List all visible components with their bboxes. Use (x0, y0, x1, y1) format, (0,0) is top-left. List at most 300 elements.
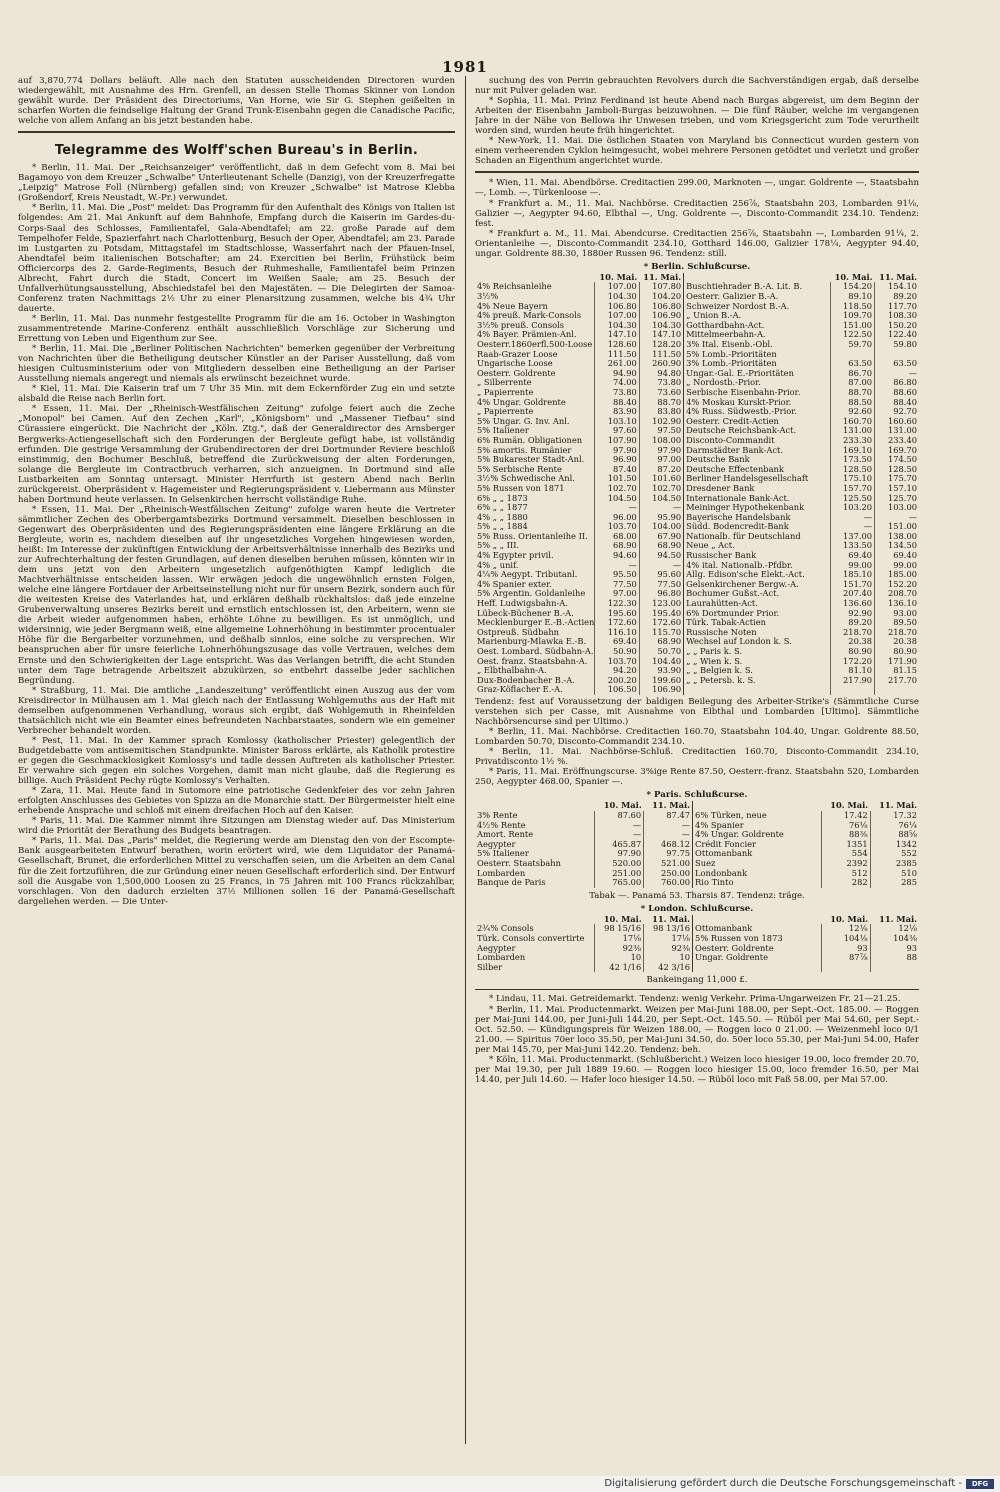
intro-paragraph: auf 3,870,774 Dollars beläuft. Alle nach den Statuten ausscheidenden Directoren wurden wiedergewählt, mit Ausnahme des Hrn. Grenfell, an dessen Stelle Thomas Skinner von London gewählt wurde. Der Präsident des Directoriums, Van Horne, wie Sir G. Stephen geißelten in scharfen Worten die feindselige Haltung der Grand Trunk-Eisenbahn gegen die Canadische Pacific, welche von allem Anfang an bis jetzt bestanden habe. (18, 76, 455, 127)
telegram-paragraph: * Kiel, 11. Mai. Die Kaiserin traf um 7 Uhr 35 Min. mit dem Eckernförder Zug ein und setzte alsbald die Reise nach Berlin fort. (18, 384, 455, 405)
quote-value: 104⅜ (870, 934, 919, 944)
security-name: 4% Bayer. Prämien-Anl. (477, 330, 577, 340)
quote-value: 172.60 (639, 618, 683, 628)
security-name: Ungar. Goldrente (693, 953, 822, 963)
security-name: 2¾% Consols (477, 924, 534, 934)
quote-value: 86.70 (830, 369, 874, 379)
quote-value: 73.80 (595, 388, 639, 398)
security-name: 4% Ungar. Goldrente (477, 397, 566, 407)
dfg-logo: DFG (966, 1479, 994, 1489)
page-number: 1981 (442, 58, 488, 76)
security-name: 3½% preuß. Consols (477, 320, 565, 330)
table-row (475, 944, 919, 954)
quote-value: 106.80 (639, 302, 683, 312)
security-name: 5% Argentin. Goldanleihe (477, 589, 586, 599)
table-row (475, 647, 919, 657)
quote-value: 115.70 (639, 628, 683, 638)
security-name: Oesterr. Galizier B.-A. (684, 292, 831, 302)
quote-value: 106.90 (639, 685, 683, 695)
quote-value: 88.50 (830, 398, 874, 408)
quote-value: 195.60 (595, 609, 639, 619)
telegram-paragraph: * Paris, 11. Mai. Die Kammer nimmt ihre Sitzungen am Dienstag wieder auf. Das Ministerium wird die Priorität der Berathung des Budgets beantragen. (18, 816, 455, 837)
telegram-paragraph: * Essen, 11. Mai. Der „Rheinisch-Westfälischen Zeitung" zufolge feiert auch die Zeche „Monopol" bei Camen. Auf den Zechen „Karl", „Königsborn" und „Massener Tiefbau" sind Cürassiere eingerückt. Die Nachricht der „Köln. Ztg.", daß der Generaldirector des Arnsberger Bergwerks-Actiengesellschaft sich den Forderungen der Bergleute gefügt habe, ist vollständig erfunden. Die gestrige Versammlung der Grubendirectoren der drei Dortmunder Reviere beschloß einstimmig, den Bochumer Beschluß, betreffend die Zurückweisung der alten Forderungen, solange die Bergleute im Contractbruch verharren, sich anzueignen. In Dortmund sind alle Lustbarkeiten am Sonntag untersagt. Minister Herrfurth ist gestern Abend nach Berlin zurückgereist. Oberpräsident v. Hagemeister und Regierungspräsident v. Liebermann aus Münster haben Dortmund heute verlassen. In Gelsenkirchen herrscht vollständige Ruhe. (18, 404, 455, 505)
table-row (475, 541, 919, 551)
security-name: „ „ Belgien k. S. (684, 666, 831, 676)
security-name: Darmstädter Bank-Act. (684, 446, 831, 456)
market-paragraph: * Berlin, 11. Mai. Productenmarkt. Weizen per Mai-Juni 188.00, per Sept.-Oct. 185.00. — Roggen per Mai-Juni 144.00, per Juni-Juli 144.20, per Sept.-Oct. 145.50. — Rüböl per Mai 54.60, per Sept.-Oct. 52.50. — Kündigungspreis für Weizen 188.00, — Roggen loco 0 21.00. — Weizenmehl loco 0/1 21.00. — Spiritus 70er loco 35.50, per Mai-Juni 34.50, do. 50er loco 55.30, per Mai-Juni 54.00, Hafer per Mai 145.70, per Mai-Juni 142.20. Tendenz: beh. (475, 1004, 919, 1055)
table-row (475, 522, 919, 532)
security-name: „ Nordostb.-Prior. (684, 378, 831, 388)
quote-value: 103.20 (830, 503, 874, 513)
quote-value: 138.00 (875, 532, 919, 542)
quote-value: 117.70 (875, 302, 919, 312)
security-name: 6% Dortmunder Prior. (684, 609, 831, 619)
security-name: 5% Italiener (477, 426, 529, 436)
quote-value: 17⅛ (595, 934, 644, 944)
telegram-paragraph: * Berlin, 11. Mai. Die „Berliner Politischen Nachrichten" bemerken gegenüber der Verbreitung von Nachrichten über die Betheiligung deutscher Künstler an der Pariser Ausstellung, daß vom hiesigen Cultusministerium oder von Mitgliedern desselben eine Betheiligung an der Pariser Ausstellung niemals angeregt und niemals als erwünscht bezeichnet wurde. (18, 344, 455, 385)
paris-note: Tabak —. Panamá 53. Tharsis 87. Tendenz: träge. (589, 890, 805, 901)
quote-value: 151.70 (830, 580, 874, 590)
table-row (475, 551, 919, 561)
security-name: Graz-Köflacher E.-A. (477, 685, 563, 695)
quote-value: 173.50 (830, 455, 874, 465)
quote-value: 118.50 (830, 302, 874, 312)
quote-value: 95.50 (595, 570, 639, 580)
quote-value: 131.00 (830, 426, 874, 436)
quote-value: — (595, 821, 644, 831)
telegram-paragraph: * New-York, 11. Mai. Die östlichen Staaten von Maryland bis Connecticut wurden gestern von einem verheerenden Cyklon heimgesucht, wobei mehrere Personen getödtet und verletzt und großer Schaden an Eigenthum angerichtet wurde. (475, 136, 919, 167)
security-name: 4% Moskau Kurskt-Prior. (684, 398, 831, 408)
telegram-paragraph: * Essen, 11. Mai. Der „Rheinisch-Westfälischen Zeitung" zufolge waren heute die Vertreter sämmtlicher Zechen des Oberbergamtsbezirks Dortmund versammelt. Dieselben beschlossen in Gegenwart des Oberpräsidenten und des Regierungspräsidenten eine längere Erklärung an die Bergleute, worin es, nachdem dieselben auf ihr ungesetzliches Vorgehen hingewiesen worden, heißt: Im Interesse der zukünftigen Entwicklung der Arbeitsverhältnisse innerhalb des Bezirks und zur Aufrechterhaltung der festen Grundlagen, auf denen dieselben beruhen müssen, könnten wir in dem uns jetzt von den Arbeitern ungesetzlich aufgenöthigten Kampf lediglich die Machtverhältnisse entscheiden lassen. Wir erwägen jedoch die ungewöhnlich ernsten Folgen, welche eine längere Fortdauer der Arbeitseinstellung nicht nur für unsern Bezirk, sondern auch für die weitesten Kreise des Vaterlandes hat, und erklären deßhalb rückhaltslos: daß jede einzelne Grubenverwaltung unseres Bezirks bereit und ernstlich entschlossen ist, den Arbeitern, wenn sie die Arbeit wieder aufgenommen haben, erhöhte Löhne zu bewilligen. Es ist unmöglich, und widersinnig, wie jeder Bergmann weiß, eine allgemeine Lohnerhöhung in bestimmter procentualer Höhe für die Bergarbeiter vorzunehmen, und deßhalb sinnlos, eine solche zu versprechen. Wir beanspruchen aber für unsre feierliche Lohnerhöhungszusage das volle Vertrauen, welches dem Ernste und den Schwierigkeiten der Lage entspricht. Was das Verlangen betrifft, die acht Stunden unter dem Tage betragende Arbeitszeit abzukürzen, so entbehrt dasselbe jeder sachlichen Begründung. (18, 504, 455, 686)
quote-value: 552 (870, 849, 919, 859)
quote-value: 520.00 (595, 859, 644, 869)
quote-value: 104.50 (639, 494, 683, 504)
table-row (475, 676, 919, 686)
quote-value: 97.75 (644, 849, 693, 859)
table-row (475, 609, 919, 619)
security-name: Oesterr. Goldrente (477, 368, 556, 378)
security-name: „ Elbthalbahn-A. (477, 666, 547, 676)
quote-value: 50.70 (639, 647, 683, 657)
quote-value: 63.50 (875, 359, 919, 369)
quote-value: 150.20 (875, 321, 919, 331)
security-name: 4% Egypter privil. (477, 551, 554, 561)
security-name: Dux-Bodenbacher B.-A. (477, 675, 575, 685)
table-row (475, 570, 919, 580)
quote-value: 109.70 (830, 311, 874, 321)
quote-value: 2392 (821, 859, 870, 869)
security-name: Ostpreuß. Südbahn (477, 627, 560, 637)
security-name: 3½% Schwedische Anl. (477, 474, 575, 484)
security-name: Dresdener Bank (684, 484, 831, 494)
boerse-paragraph: * Wien, 11. Mai. Abendbörse. Creditactien 299.00, Marknoten —, ungar. Goldrente —, Staatsbahn —, Lomb. —, Türkenloose —. (475, 178, 919, 199)
paris-quote-table (475, 801, 919, 887)
boerse-paragraph: * Frankfurt a. M., 11. Mai. Abendcurse. Creditactien 256⅞, Staatsbahn —, Lombarden 91¼, 2. Orientanleihe —, Disconto-Commandit 234.10, Gotthard 146.00, Galizier 178¼, Aegypter 94.40, ungar. Goldrente 88.30, 1880er Russen 96. Tendenz: still. (475, 228, 919, 259)
berlin-heading: * Berlin. Schlußcurse. (643, 261, 751, 272)
quote-value: 172.20 (830, 657, 874, 667)
quote-value: 107.00 (595, 311, 639, 321)
quote-value: 88.70 (639, 398, 683, 408)
quote-value (875, 350, 919, 360)
quote-value: 195.40 (639, 609, 683, 619)
quote-value: 76⅛ (821, 821, 870, 831)
quote-value: 107.90 (595, 436, 639, 446)
quote-value: — (644, 821, 693, 831)
quote-value: 128.60 (595, 340, 639, 350)
column-header-blank (693, 801, 822, 811)
security-name: 3% Ital. Eisenb.-Obl. (684, 340, 831, 350)
quote-value: 80.90 (830, 647, 874, 657)
telegram-paragraph: * Berlin, 11. Mai. Die „Post" meldet: Das Programm für den Aufenthalt des Königs von Italien ist folgendes: Am 21. Mai Ankunft auf dem Bahnhofe, Empfang durch die Kaiserin im Gardes-du-Corps-Saal des Schlosses, Familientafel, Gala-Abendtafel; am 22. große Parade auf dem Tempelhofer Felde, Spazierfahrt nach Charlottenburg, Besuch der Oper, Abendtafel; am 23. Parade im Lustgarten zu Potsdam, Mittagstafel im Stadtschlosse, Wasserfahrt nach der Pfauen-Insel, Abendtafel beim italienischen Botschafter; am 24. Exercitien bei Berlin, Frühstück beim Officiercorps des 2. Garde-Regiments, Besuch der Ruhmeshalle, Familientafel beim Prinzen Albrecht, Fahrt durch die Stadt, Concert im Weißen Saale; am 25. Besuch der Unfallverhütungsausstellung, Abschiedstafel bei den Majestäten. — Die Delegirten der Samoa-Conferenz traten Nachmittags 2½ Uhr zu einer Plenarsitzung zusammen, welche bis 4¾ Uhr dauerte. (18, 203, 455, 314)
column-header: 10. Mai. (603, 801, 642, 811)
digitization-footer (0, 1476, 1000, 1492)
quote-value: 94.50 (639, 551, 683, 561)
quote-value: 89.10 (830, 292, 874, 302)
table-row (475, 484, 919, 494)
table-row (475, 963, 919, 973)
quote-value: 125.50 (830, 494, 874, 504)
security-name: Bayerische Handelsbank (684, 513, 831, 523)
security-name: Serbische Eisenbahn-Prior. (684, 388, 831, 398)
quote-value: 68.00 (595, 532, 639, 542)
security-name: Marienburg-Mlawka E.-B. (477, 637, 587, 647)
table-row (475, 465, 919, 475)
quote-value: 104.30 (595, 292, 639, 302)
column-header: 11. Mai. (879, 272, 917, 282)
quote-value: 169.70 (875, 446, 919, 456)
quote-value: 83.80 (639, 407, 683, 417)
quote-value: 87.47 (644, 811, 693, 821)
table-row (475, 282, 919, 292)
quote-value: 86.80 (875, 378, 919, 388)
table-row (475, 685, 919, 695)
quote-value: 157.10 (875, 484, 919, 494)
security-name: Meininger Hypothekenbank (684, 503, 831, 513)
quote-value: 87.00 (830, 378, 874, 388)
security-name: 5% „ „ III. (477, 541, 520, 551)
produce-market-reports (475, 994, 919, 1084)
quote-value: 233.30 (830, 436, 874, 446)
security-name: 4% Neue Bayern (477, 301, 548, 311)
market-paragraph: * Lindau, 11. Mai. Getreidemarkt. Tendenz: wenig Verkehr. Prima-Ungarweizen Fr. 21—21.25. (489, 994, 901, 1005)
quote-value: 97.90 (595, 446, 639, 456)
quote-value: 94.60 (595, 551, 639, 561)
quote-value: 108.30 (875, 311, 919, 321)
quote-value: 73.80 (639, 378, 683, 388)
quote-value: 92.60 (830, 407, 874, 417)
quote-value: 74.00 (595, 378, 639, 388)
london-quote-table (475, 915, 919, 973)
quote-value: 17.32 (870, 811, 919, 821)
quote-value (821, 963, 870, 973)
quote-value: 96.00 (595, 513, 639, 523)
section-heading: Telegramme des Wolff'schen Bureau's in Berlin. (54, 143, 419, 159)
security-name: Rio Tinto (693, 878, 822, 888)
quote-value: 81.10 (830, 666, 874, 676)
telegram-paragraph: * Zara, 11. Mai. Heute fand in Sutomore eine patriotische Gedenkfeier des vor zehn Jahren erfolgten Anschlusses des Gebietes von Spizza an die Monarchie statt. Der Bürgermeister hielt eine erhebende Ansprache und schloß mit einem dreifachen Hoch auf den Kaiser. (18, 786, 455, 817)
quote-value: 89.20 (875, 292, 919, 302)
quote-value: — (639, 561, 683, 571)
quote-value: — (639, 503, 683, 513)
quote-value: 10 (644, 953, 693, 963)
quote-value: 20.38 (830, 637, 874, 647)
security-name: Suez (693, 859, 822, 869)
table-row (475, 388, 919, 398)
quote-value: — (595, 830, 644, 840)
security-name: Internationale Bank-Act. (684, 494, 831, 504)
quote-value: 185.10 (830, 570, 874, 580)
boerse-reports (475, 178, 919, 258)
quote-value: 107.00 (595, 282, 639, 292)
security-name: 3% Rente (477, 811, 518, 821)
quote-value: 136.10 (875, 599, 919, 609)
telegram-paragraph: suchung des von Perrin gebrauchten Revolvers durch die Sachverständigen ergab, daß derselbe nur mit Pulver geladen war. (475, 76, 919, 97)
quote-value: — (595, 561, 639, 571)
security-name: 6% „ „ 1873 (477, 493, 528, 503)
quote-value: 218.70 (875, 628, 919, 638)
quote-value: 97.00 (595, 589, 639, 599)
quote-value (875, 685, 919, 695)
security-name: Oesterr. Credit-Actien (684, 417, 831, 427)
quote-value: 106.80 (595, 302, 639, 312)
quote-value: 137.00 (830, 532, 874, 542)
quote-value: 89.50 (875, 618, 919, 628)
quote-value: 282 (821, 878, 870, 888)
quote-value: 95.60 (639, 570, 683, 580)
left-column (18, 76, 455, 1444)
quote-value: 95.90 (639, 513, 683, 523)
quote-value: 104.40 (639, 657, 683, 667)
table-row (475, 398, 919, 408)
column-header: 11. Mai. (879, 914, 917, 924)
quote-value: 233.40 (875, 436, 919, 446)
quote-value: 2385 (870, 859, 919, 869)
telegram-paragraph: * Paris, 11. Mai. Das „Paris" meldet, die Regierung werde am Dienstag den von der Escompte-Bank ausgearbeiteten Entwurf berathen, worin erörtert wird, wie dem Liquidator der Panamá-Gesellschaft, Brunet, die erforderlichen Mittel zu verschaffen seien, um die Arbeiten an dem Canal für die Zeit fortzuführen, die zur Gründung einer neuen Gesellschaft erforderlich sind. Der Entwurf soll die Ausgabe von 1,500,000 Loosen zu 25 Francs, in 75 Jahren mit 100 Francs rückzahlbar, vorschlagen. Von den dadurch erzielten 37½ Millionen sollen 16 der Panamá-Gesellschaft dargeliehen werden. — Die Unter- (18, 836, 455, 907)
security-name: 6% Türken, neue (693, 811, 822, 821)
divider (18, 131, 455, 133)
table-row (475, 455, 919, 465)
quote-value: 103.70 (595, 657, 639, 667)
quote-value: 69.40 (830, 551, 874, 561)
quote-value: 131.00 (875, 426, 919, 436)
security-name: Oest. Lombard. Südbahn-A. (477, 647, 594, 656)
quote-value: 92⅜ (644, 944, 693, 954)
table-row (475, 446, 919, 456)
quote-value: 250.00 (644, 869, 693, 879)
security-name: Russische Noten (684, 628, 831, 638)
quote-value: 512 (821, 869, 870, 879)
security-name: 4% preuß. Mark-Consols (477, 311, 582, 321)
quote-value: 218.70 (830, 628, 874, 638)
quote-value: 89.20 (830, 618, 874, 628)
security-name: Nationalb. für Deutschland (684, 532, 831, 542)
quote-value: 93 (870, 944, 919, 954)
quote-value: 87.20 (639, 465, 683, 475)
security-name: 4% Reichsanleihe (477, 282, 552, 292)
telegram-paragraph: * Sophia, 11. Mai. Prinz Ferdinand ist heute Abend nach Burgas abgereist, um dem Beginn der Arbeiten der Eisenbahn Jamboli-Burgas beizuwohnen. — Die fünf Räuber, welche im vergangenen Jahre in der Nähe von Bellowa ihr Unwesen trieben, und vom Kriegsgericht zum Tode verurtheilt worden sind, wurden heute früh hingerichtet. (475, 96, 919, 137)
quote-value: — (644, 830, 693, 840)
security-name (684, 685, 831, 695)
security-name: Bochumer Gußst.-Act. (684, 589, 831, 599)
quote-value: 92.70 (875, 407, 919, 417)
security-name: Oesterr. Goldrente (693, 944, 822, 954)
table-row (475, 302, 919, 312)
security-name: Deutsche Bank (684, 455, 831, 465)
table-row (475, 340, 919, 350)
quote-value: 103.10 (595, 417, 639, 427)
column-header-blank (693, 915, 822, 925)
berlin-quote-table (475, 273, 919, 695)
quote-value: 68.90 (595, 541, 639, 551)
security-name: Aegypter (477, 839, 516, 849)
quote-value: 97.00 (639, 455, 683, 465)
table-header-row (475, 273, 919, 283)
table-row (475, 589, 919, 599)
telegram-list (18, 163, 455, 906)
table-row (475, 311, 919, 321)
quote-value: 97.50 (639, 426, 683, 436)
table-row (475, 503, 919, 513)
quote-value: 174.50 (875, 455, 919, 465)
quote-value (870, 963, 919, 973)
quote-value: 151.00 (875, 522, 919, 532)
quote-value: 104.30 (595, 321, 639, 331)
security-name: „ Union B.-A. (684, 311, 831, 321)
quote-value: 171.90 (875, 657, 919, 667)
quote-value: 42 1/16 (595, 963, 644, 973)
quote-value: 128.50 (875, 465, 919, 475)
quote-value: — (875, 369, 919, 379)
column-divider (465, 76, 466, 1444)
quote-value: 128.50 (830, 465, 874, 475)
quote-value: 251.00 (595, 869, 644, 879)
quote-value: 88.70 (830, 388, 874, 398)
quote-value: 217.70 (875, 676, 919, 686)
quote-value: 111.50 (595, 350, 639, 360)
quote-value: 67.90 (639, 532, 683, 542)
quote-value: 73.60 (639, 388, 683, 398)
security-name: Mittelmeerbahn-A. (684, 330, 831, 340)
security-name: Oesterr.1860erfl.500-Loose (477, 340, 593, 349)
quote-value: 175.10 (830, 474, 874, 484)
quote-value: 87.40 (595, 465, 639, 475)
quote-value: 185.00 (875, 570, 919, 580)
security-name: Oesterr. Staatsbahn (477, 859, 561, 868)
security-name: Disconto-Commandit (684, 436, 831, 446)
quote-value: 93.90 (639, 666, 683, 676)
quote-value: 172.60 (595, 618, 639, 628)
quote-value: 87⅞ (821, 953, 870, 963)
table-row (475, 321, 919, 331)
security-name: 4% Russ. Südwestb.-Prior. (684, 407, 831, 417)
security-name: 5% amortis. Rumänier (477, 445, 572, 455)
quote-value: 765.00 (595, 878, 644, 888)
quote-value: 88⅝ (870, 830, 919, 840)
quote-value: 101.50 (595, 474, 639, 484)
quote-value: 76¼ (870, 821, 919, 831)
berlin-note: Tendenz: fest auf Voraussetzung der baldigen Beilegung des Arbeiter-Strike's (Sämmtliche Curse verstehen sich per Casse, mit Ausnahme von Elbthal und Lombarden [Ultimo]. Sämmtliche Nachbörsencurse sind per Ultimo.) (475, 696, 919, 728)
quote-value: 59.70 (830, 340, 874, 350)
column-header: 10. Mai. (834, 272, 873, 282)
quote-value (830, 685, 874, 695)
security-name: „ Papierrente (477, 407, 534, 417)
quote-value: 96.90 (595, 455, 639, 465)
quote-value: 96.80 (639, 589, 683, 599)
quote-value: 99.00 (875, 561, 919, 571)
column-header: 10. Mai. (603, 914, 642, 924)
quote-value: 94.90 (595, 369, 639, 379)
security-name: Silber (477, 962, 503, 972)
security-name: Londonbank (693, 869, 822, 879)
quote-value: 154.10 (875, 282, 919, 292)
quote-value: 10 (595, 953, 644, 963)
column-header: 11. Mai. (643, 272, 682, 282)
footer-credit: Digitalisierung gefördert durch die Deutsche Forschungsgemeinschaft - (604, 1478, 962, 1489)
quote-value: 101.60 (639, 474, 683, 484)
table-row (475, 378, 919, 388)
quote-value: 104⅛ (821, 934, 870, 944)
quote-value: 152.20 (875, 580, 919, 590)
security-name: Ungarische Loose (477, 359, 553, 369)
quote-value: 88.60 (875, 388, 919, 398)
quote-value: 97.90 (639, 446, 683, 456)
london-note: Bankeingang 11,000 £. (646, 975, 748, 986)
quote-value: 104.00 (639, 522, 683, 532)
quote-value: 94.20 (595, 666, 639, 676)
quote-value: 69.40 (875, 551, 919, 561)
security-name: Laurahütten-Act. (684, 599, 831, 609)
security-name: Neue „ Act. (684, 541, 831, 551)
quote-value: — (830, 513, 874, 523)
table-row (475, 666, 919, 676)
quote-value: 261.00 (595, 359, 639, 369)
quote-value: 87.60 (595, 811, 644, 821)
table-row (475, 840, 919, 850)
security-name: Amort. Rente (477, 830, 534, 840)
boerse-paragraph: * Berlin, 11. Mai. Nachbörse. Creditactien 160.70, Staatsbahn 104.40, Ungar. Goldrente 88.50, Lombarden 50.70, Disconto-Commandit 234.10. (475, 727, 919, 748)
security-name: Banque de Paris (477, 878, 546, 888)
security-name: 6% „ „ 1877 (477, 503, 528, 513)
right-column (475, 76, 919, 1444)
table-header-row (475, 915, 919, 925)
security-name: Heff. Ludwigsbahn-A. (477, 599, 568, 609)
quote-value: 123.00 (639, 599, 683, 609)
quote-value: 17⅛ (644, 934, 693, 944)
security-name: „ Silberrente (477, 378, 532, 388)
column-header-blank (475, 801, 595, 811)
boerse-paragraph: * Paris, 11. Mai. Eröffnungscurse. 3%ige Rente 87.50, Oesterr.-franz. Staatsbahn 520, Lombarden 250, Aegypter 468.00, Spanier —. (475, 767, 919, 788)
quote-value: 133.50 (830, 541, 874, 551)
telegram-paragraph: * Berlin, 11. Mai. Das nunmehr festgestellte Programm für die am 16. October in Washington zusammentretende Marine-Conferenz enthält ausschließlich Vorschläge zur Sicherung und Errettung von Leben und Eigenthum zur See. (18, 313, 455, 345)
quote-value: — (875, 513, 919, 523)
telegram-list-continued (475, 76, 919, 166)
table-row (475, 494, 919, 504)
security-name: 5% Lomb.-Prioritäten (684, 350, 831, 360)
table-row (475, 821, 919, 831)
quote-value: 116.10 (595, 628, 639, 638)
quote-value: 97.60 (595, 426, 639, 436)
quote-value: 68.90 (639, 541, 683, 551)
column-header: 10. Mai. (830, 801, 869, 811)
quote-value: 93 (821, 944, 870, 954)
quote-value: 160.60 (875, 417, 919, 427)
quote-value: 760.00 (644, 878, 693, 888)
quote-value: 102.90 (639, 417, 683, 427)
security-name: 5% Russen von 1871 (477, 483, 565, 493)
london-heading: * London. Schlußcurse. (640, 903, 754, 914)
column-header: 11. Mai. (879, 801, 917, 811)
quote-value: 465.87 (595, 840, 644, 850)
